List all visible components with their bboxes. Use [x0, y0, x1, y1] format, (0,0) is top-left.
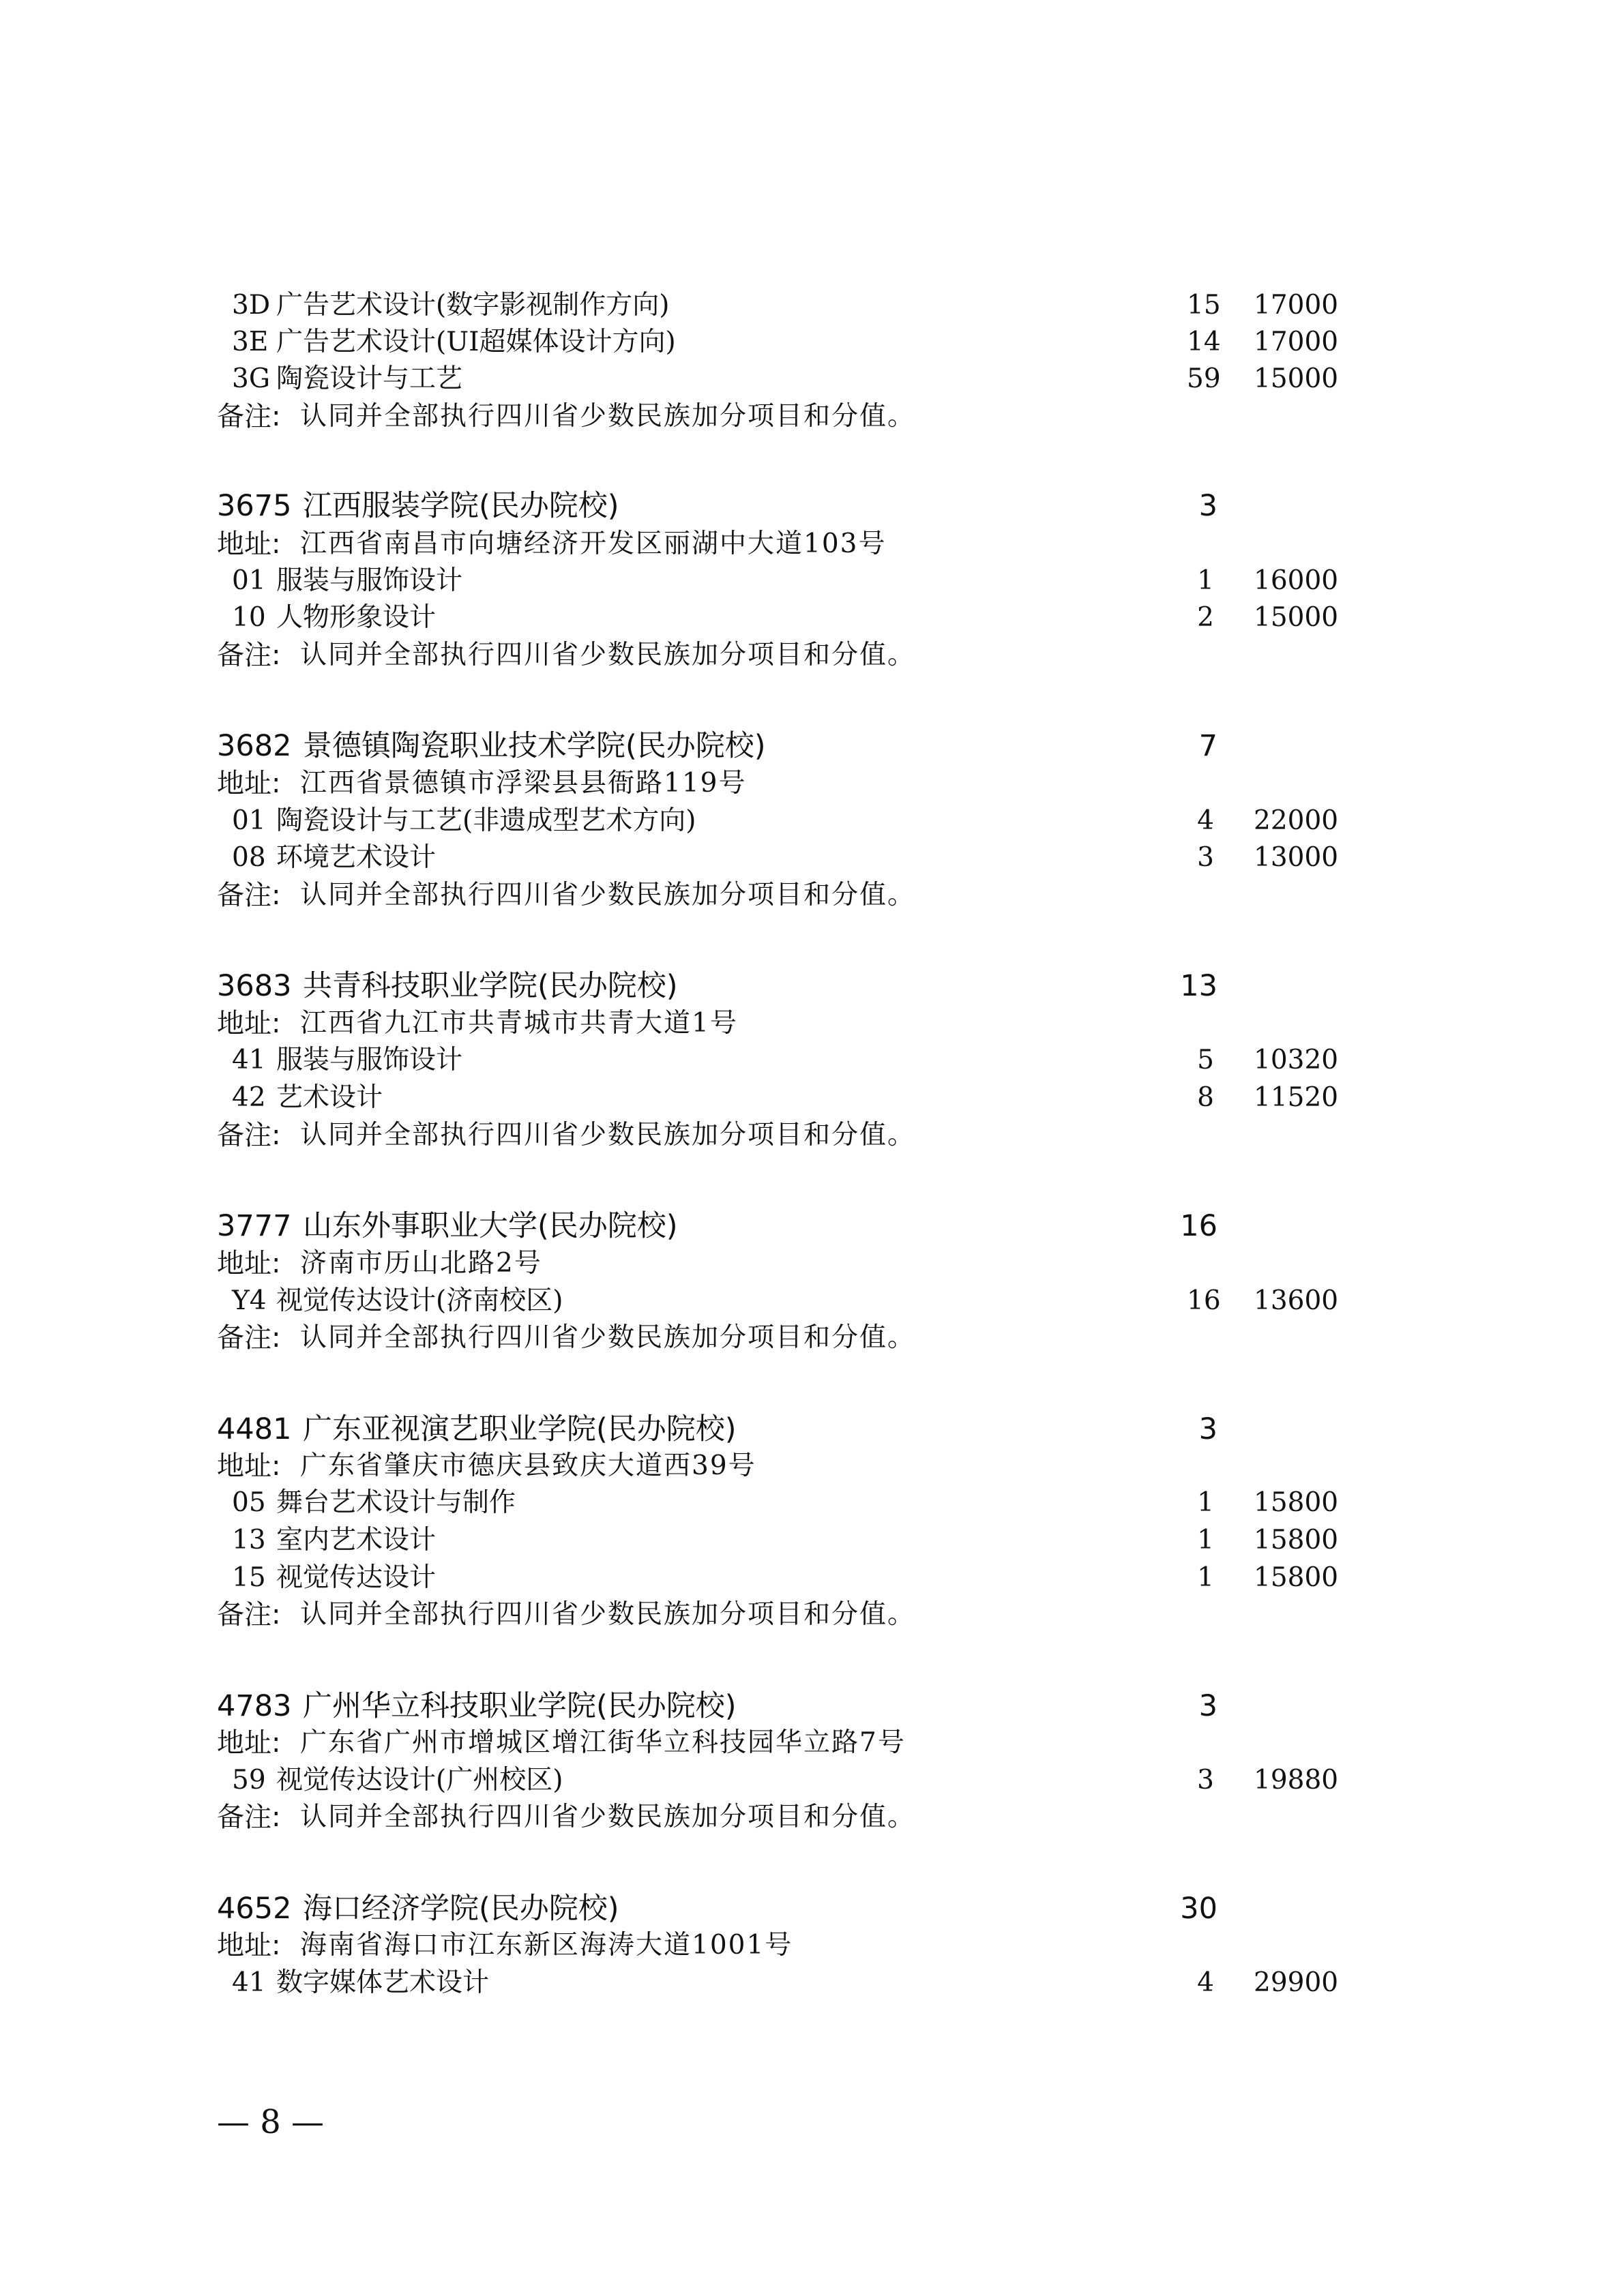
major-name: 环境艺术设计: [276, 842, 437, 873]
major-code: 13: [232, 1525, 266, 1555]
page-number: — 8 —: [217, 2103, 325, 2141]
major-row: [0, 839, 1624, 877]
major-name: 陶瓷设计与工艺(非遗成型艺术方向): [276, 805, 696, 836]
school-heading-row: [0, 1687, 1624, 1725]
major-code: 01: [232, 805, 266, 836]
remark-text: 认同并全部执行四川省少数民族加分项目和分值。: [300, 1599, 916, 1630]
major-code: 08: [232, 842, 266, 873]
major-fee: 22000: [1254, 805, 1339, 836]
address-text: 江西省景德镇市浮梁县县衙路119号: [300, 768, 747, 799]
major-quota: 5: [1197, 1045, 1214, 1075]
school-code: 4783: [217, 1689, 292, 1723]
address-label: 地址:: [217, 768, 281, 799]
remark-row: [0, 1596, 1624, 1634]
major-code: 01: [232, 565, 266, 596]
address-row: [0, 1004, 1624, 1043]
major-quota: 59: [1187, 363, 1221, 394]
major-fee: 13600: [1254, 1285, 1339, 1316]
major-code: 3E: [232, 327, 269, 357]
school-quota: 30: [1180, 1892, 1217, 1926]
major-row: [0, 1559, 1624, 1597]
major-name: 视觉传达设计: [276, 1562, 437, 1593]
major-row: [0, 599, 1624, 637]
address-label: 地址:: [217, 1930, 281, 1961]
remark-row: [0, 1798, 1624, 1836]
remark-label: 备注:: [217, 1599, 281, 1630]
major-quota: 16: [1187, 1285, 1221, 1316]
major-row: [0, 1079, 1624, 1117]
major-name: 艺术设计: [276, 1082, 383, 1113]
major-code: 15: [232, 1562, 266, 1593]
major-quota: 1: [1197, 1525, 1214, 1555]
major-row: [0, 1484, 1624, 1522]
school-heading-row: [0, 1890, 1624, 1928]
major-fee: 17000: [1254, 290, 1339, 320]
address-row: [0, 525, 1624, 563]
major-row: [0, 562, 1624, 600]
address-label: 地址:: [217, 1248, 281, 1279]
major-fee: 15800: [1254, 1487, 1339, 1518]
address-text: 江西省九江市共青城市共青大道1号: [300, 1008, 738, 1039]
school-name: 山东外事职业大学(民办院校): [303, 1209, 678, 1243]
major-row: [0, 1282, 1624, 1320]
major-code: 3D: [232, 290, 271, 320]
major-quota: 14: [1187, 327, 1221, 357]
remark-label: 备注:: [217, 640, 281, 671]
school-quota: 13: [1180, 969, 1217, 1003]
remark-text: 认同并全部执行四川省少数民族加分项目和分值。: [300, 1802, 916, 1832]
address-text: 广东省广州市增城区增江街华立科技园华立路7号: [300, 1727, 906, 1758]
remark-label: 备注:: [217, 1120, 281, 1151]
school-name: 景德镇陶瓷职业技术学院(民办院校): [303, 729, 766, 763]
school-quota: 3: [1198, 1412, 1217, 1446]
major-name: 舞台艺术设计与制作: [276, 1487, 516, 1518]
major-code: 05: [232, 1487, 266, 1518]
major-quota: 4: [1197, 1967, 1214, 1998]
major-name: 服装与服饰设计: [276, 565, 463, 596]
major-quota: 2: [1197, 602, 1214, 633]
school-code: 4652: [217, 1892, 292, 1926]
school-heading-row: [0, 1207, 1624, 1245]
remark-row: [0, 1116, 1624, 1154]
major-fee: 15000: [1254, 602, 1339, 633]
major-name: 人物形象设计: [276, 602, 437, 633]
major-code: 42: [232, 1082, 266, 1113]
major-row: [0, 1521, 1624, 1560]
major-code: 3G: [232, 363, 270, 394]
address-row: [0, 1724, 1624, 1762]
school-quota: 7: [1198, 729, 1217, 763]
major-name: 陶瓷设计与工艺: [276, 363, 463, 394]
school-name: 广东亚视演艺职业学院(民办院校): [303, 1412, 737, 1446]
address-row: [0, 1244, 1624, 1283]
major-row: [0, 286, 1624, 325]
major-name: 视觉传达设计(济南校区): [276, 1285, 563, 1316]
major-row: [0, 323, 1624, 361]
major-name: 广告艺术设计(UI超媒体设计方向): [276, 327, 676, 357]
remark-row: [0, 876, 1624, 914]
address-label: 地址:: [217, 1450, 281, 1482]
remark-text: 认同并全部执行四川省少数民族加分项目和分值。: [300, 1120, 916, 1150]
major-code: 10: [232, 602, 266, 633]
school-heading-row: [0, 727, 1624, 765]
remark-label: 备注:: [217, 1322, 281, 1354]
remark-row: [0, 636, 1624, 674]
major-quota: 8: [1197, 1082, 1214, 1113]
address-text: 广东省肇庆市德庆县致庆大道西39号: [300, 1450, 756, 1481]
remark-label: 备注:: [217, 401, 281, 432]
major-fee: 10320: [1254, 1045, 1339, 1075]
address-row: [0, 1447, 1624, 1485]
major-code: Y4: [232, 1285, 267, 1316]
major-name: 视觉传达设计(广州校区): [276, 1765, 563, 1795]
major-quota: 3: [1197, 1765, 1214, 1795]
major-fee: 16000: [1254, 565, 1339, 596]
major-code: 59: [232, 1765, 266, 1795]
major-fee: 13000: [1254, 842, 1339, 873]
address-label: 地址:: [217, 1008, 281, 1039]
remark-text: 认同并全部执行四川省少数民族加分项目和分值。: [300, 640, 916, 670]
major-quota: 15: [1187, 290, 1221, 320]
school-heading-row: [0, 487, 1624, 525]
major-quota: 4: [1197, 805, 1214, 836]
major-row: [0, 1041, 1624, 1079]
address-text: 海南省海口市江东新区海涛大道1001号: [300, 1930, 793, 1960]
school-code: 3682: [217, 729, 292, 763]
school-name: 共青科技职业学院(民办院校): [303, 969, 678, 1003]
school-quota: 3: [1198, 1689, 1217, 1723]
remark-label: 备注:: [217, 1802, 281, 1833]
address-row: [0, 764, 1624, 803]
major-fee: 15000: [1254, 363, 1339, 394]
school-code: 3683: [217, 969, 292, 1003]
major-name: 数字媒体艺术设计: [276, 1967, 490, 1998]
school-heading-row: [0, 967, 1624, 1005]
school-name: 江西服装学院(民办院校): [303, 489, 619, 523]
school-code: 3675: [217, 489, 292, 523]
school-code: 4481: [217, 1412, 292, 1446]
major-row: [0, 1964, 1624, 2002]
address-label: 地址:: [217, 528, 281, 560]
major-name: 室内艺术设计: [276, 1525, 437, 1555]
remark-label: 备注:: [217, 880, 281, 911]
school-name: 广州华立科技职业学院(民办院校): [303, 1689, 737, 1723]
major-fee: 15800: [1254, 1562, 1339, 1593]
school-code: 3777: [217, 1209, 292, 1243]
major-quota: 3: [1197, 842, 1214, 873]
remark-text: 认同并全部执行四川省少数民族加分项目和分值。: [300, 1322, 916, 1353]
school-quota: 16: [1180, 1209, 1217, 1243]
major-row: [0, 802, 1624, 840]
remark-row: [0, 1319, 1624, 1357]
major-code: 41: [232, 1967, 266, 1998]
school-name: 海口经济学院(民办院校): [303, 1892, 619, 1926]
major-code: 41: [232, 1045, 266, 1075]
major-row: [0, 1761, 1624, 1800]
major-fee: 29900: [1254, 1967, 1339, 1998]
school-quota: 3: [1198, 489, 1217, 523]
major-fee: 19880: [1254, 1765, 1339, 1795]
major-row: [0, 360, 1624, 398]
remark-text: 认同并全部执行四川省少数民族加分项目和分值。: [300, 401, 916, 432]
major-fee: 17000: [1254, 327, 1339, 357]
address-label: 地址:: [217, 1727, 281, 1759]
address-text: 江西省南昌市向塘经济开发区丽湖中大道103号: [300, 528, 887, 559]
major-quota: 1: [1197, 565, 1214, 596]
school-heading-row: [0, 1410, 1624, 1448]
remark-text: 认同并全部执行四川省少数民族加分项目和分值。: [300, 880, 916, 910]
major-name: 广告艺术设计(数字影视制作方向): [276, 290, 670, 320]
remark-row: [0, 398, 1624, 436]
major-fee: 15800: [1254, 1525, 1339, 1555]
major-name: 服装与服饰设计: [276, 1045, 463, 1075]
major-quota: 1: [1197, 1562, 1214, 1593]
address-row: [0, 1926, 1624, 1965]
major-fee: 11520: [1254, 1082, 1339, 1113]
address-text: 济南市历山北路2号: [300, 1248, 542, 1279]
major-quota: 1: [1197, 1487, 1214, 1518]
